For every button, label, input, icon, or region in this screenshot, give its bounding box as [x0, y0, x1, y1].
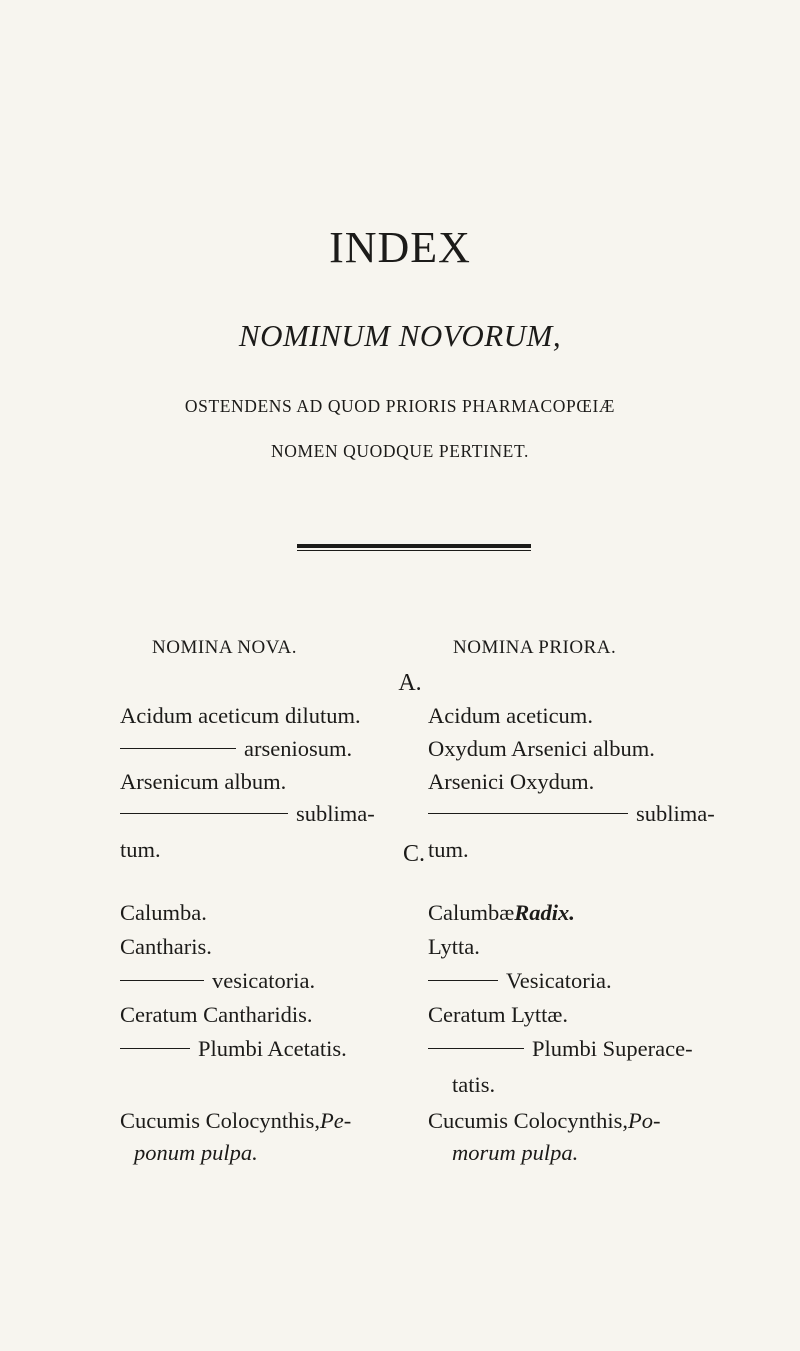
entry-prior: Oxydum Arsenici album.: [428, 736, 655, 761]
entry-prior: Vesicatoria.: [428, 968, 612, 994]
entry-prior: Plumbi Superace-: [428, 1036, 693, 1062]
entry-new: sublima-: [120, 801, 375, 827]
entry-prior-continued: tatis.: [452, 1072, 496, 1097]
entry-prior: sublima-: [428, 801, 715, 827]
entry-new: Arsenicum album.: [120, 769, 287, 794]
entry-new: Ceratum Cantharidis.: [120, 1002, 313, 1027]
ditto-dash: [428, 980, 498, 981]
entry-new: vesicatoria.: [120, 968, 315, 994]
entry-new: Calumba.: [120, 900, 207, 925]
entry-new: Acidum aceticum dilutum.: [120, 703, 361, 728]
description-line-2: NOMEN QUODQUE PERTINET.: [271, 441, 529, 461]
ditto-dash: [120, 813, 288, 814]
section-letter-a: A.: [398, 670, 422, 696]
entry-prior: Cucumis Colocynthis, Po-: [428, 1108, 661, 1133]
entry-prior: Calumbæ Radix.: [428, 900, 575, 925]
ditto-dash: [120, 748, 236, 749]
entry-new: arseniosum.: [120, 736, 352, 762]
ditto-dash: [428, 813, 628, 814]
ditto-dash: [428, 1048, 524, 1049]
ditto-dash: [120, 1048, 190, 1049]
entry-prior: Lytta.: [428, 934, 480, 959]
entry-new: Plumbi Acetatis.: [120, 1036, 347, 1062]
entry-new: Cantharis.: [120, 934, 212, 959]
entry-prior-continued: morum pulpa.: [452, 1140, 579, 1165]
entry-new: Cucumis Colocynthis, Pe-: [120, 1108, 352, 1133]
column-header-new-names: NOMINA NOVA.: [152, 637, 297, 658]
description-line-1: OSTENDENS AD QUOD PRIORIS PHARMACOPŒIÆ: [184, 396, 616, 416]
column-header-prior-names: NOMINA PRIORA.: [453, 637, 617, 658]
entry-new: tum.: [120, 837, 161, 862]
page-title: INDEX: [329, 223, 471, 272]
decorative-rule: [297, 544, 531, 551]
entry-prior: Acidum aceticum.: [428, 703, 593, 728]
entry-prior: tum.: [428, 837, 469, 862]
page-subtitle: NOMINUM NOVORUM,: [238, 318, 562, 353]
entry-new-continued: ponum pulpa.: [134, 1140, 258, 1165]
section-letter-c: C.: [402, 841, 425, 867]
entry-prior: Ceratum Lyttæ.: [428, 1002, 568, 1027]
entry-prior: Arsenici Oxydum.: [428, 769, 595, 794]
ditto-dash: [120, 980, 204, 981]
